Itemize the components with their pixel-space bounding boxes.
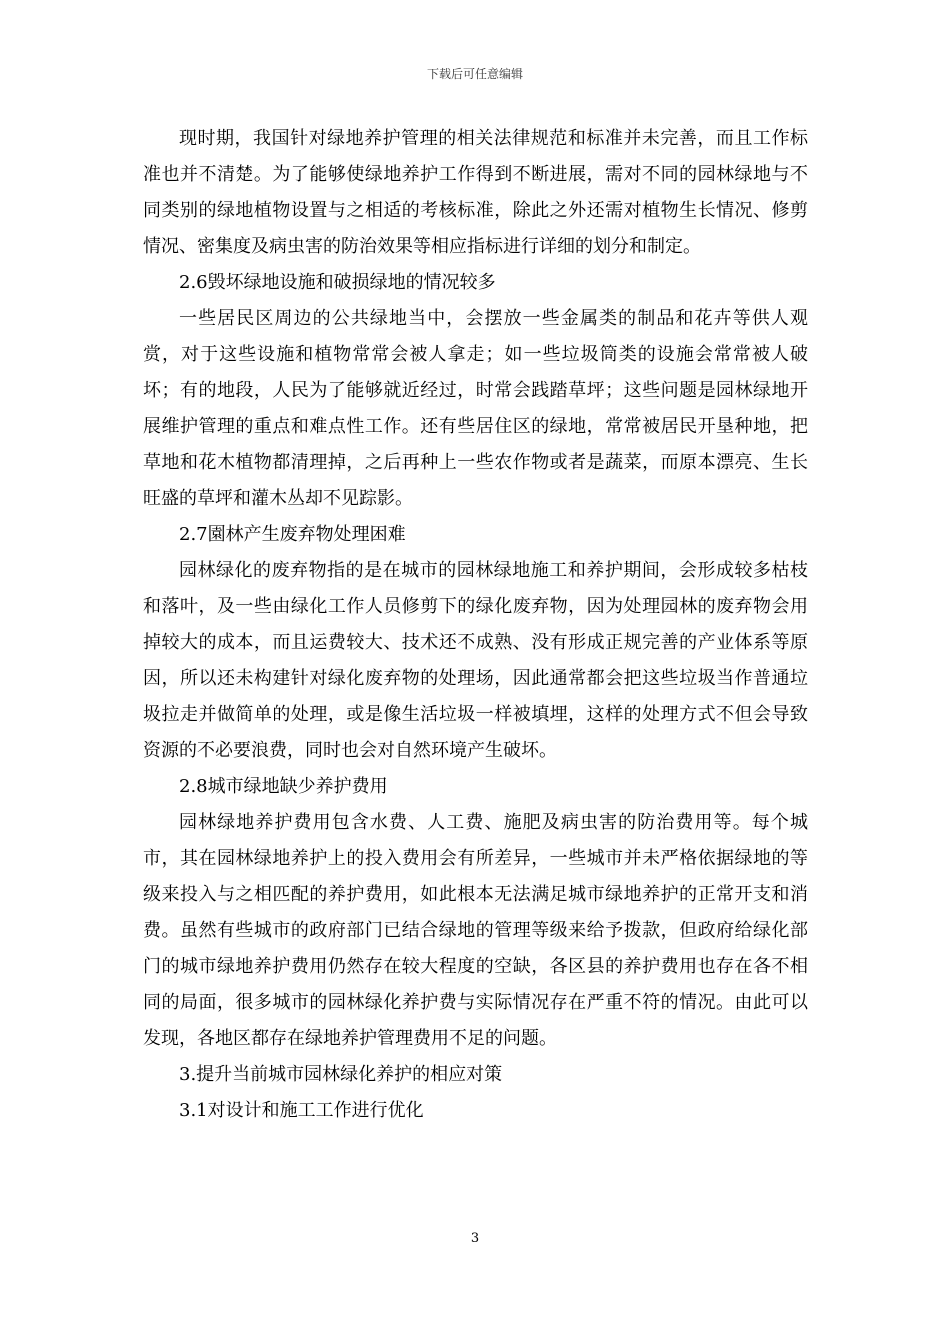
paragraph-waste-disposal: 园林绿化的废弃物指的是在城市的园林绿地施工和养护期间，会形成较多枯枝和落叶，及一些由绿化工作人员修剪下的绿化废弃物，因为处理园林的废弃物会用掉较大的成本，而且运费较大、技术还不成熟、没有形成正规完善的产业体系等原因，所以还未构建针对绿化废弃物的处理场，因此通常都会把这些垃圾当作普通垃圾拉走并做简单的处理，或是像生活垃圾一样被填埋，这样的处理方式不但会导致资源的不必要浪费，同时也会对自然环境产生破坏。 <box>143 560 808 761</box>
section-heading-2-8: 2.8城市绿地缺少养护费用 <box>179 776 388 797</box>
paragraph-facility-damage: 一些居民区周边的公共绿地当中，会摆放一些金属类的制品和花卉等供人观赏，对于这些设施和植物常常会被人拿走；如一些垃圾筒类的设施会常常被人破坏；有的地段，人民为了能够就近经过，时常会践踏草坪；这些问题是园林绿地开展维护管理的重点和难点性工作。还有些居住区的绿地，常常被居民开垦种地，把草地和花木植物都清理掉，之后再种上一些农作物或者是蔬菜，而原本漂亮、生长旺盛的草坪和灌木丛却不见踪影。 <box>143 308 808 509</box>
section-heading-3-1: 3.1对设计和施工工作进行优化 <box>179 1100 424 1121</box>
section-heading-3: 3.提升当前城市园林绿化养护的相应对策 <box>179 1064 503 1085</box>
page-number: 3 <box>470 1231 480 1246</box>
section-heading-2-6: 2.6毁坏绿地设施和破损绿地的情况较多 <box>179 272 496 293</box>
paragraph-maintenance-funding: 园林绿地养护费用包含水费、人工费、施肥及病虫害的防治费用等。每个城市，其在园林绿地养护上的投入费用会有所差异，一些城市并未严格依据绿地的等级来投入与之相匹配的养护费用，如此根本无法满足城市绿地养护的正常开支和消费。虽然有些城市的政府部门已结合绿地的管理等级来给予拨款，但政府给绿化部门的城市绿地养护费用仍然存在较大程度的空缺，各区县的养护费用也存在各不相同的局面，很多城市的园林绿化养护费与实际情况存在严重不符的情况。由此可以发现，各地区都存在绿地养护管理费用不足的问题。 <box>143 812 808 1049</box>
paragraph-standards: 现时期，我国针对绿地养护管理的相关法律规范和标准并未完善，而且工作标准也并不清楚。为了能够使绿地养护工作得到不断进展，需对不同的园林绿地与不同类别的绿地植物设置与之相适的考核标准，除此之外还需对植物生长情况、修剪情况、密集度及病虫害的防治效果等相应指标进行详细的划分和制定。 <box>143 128 808 257</box>
page-header: 下载后可任意编辑 <box>426 67 523 81</box>
section-heading-2-7: 2.7園林产生废弃物处理困难 <box>179 524 406 545</box>
document-body <box>143 121 808 1129</box>
